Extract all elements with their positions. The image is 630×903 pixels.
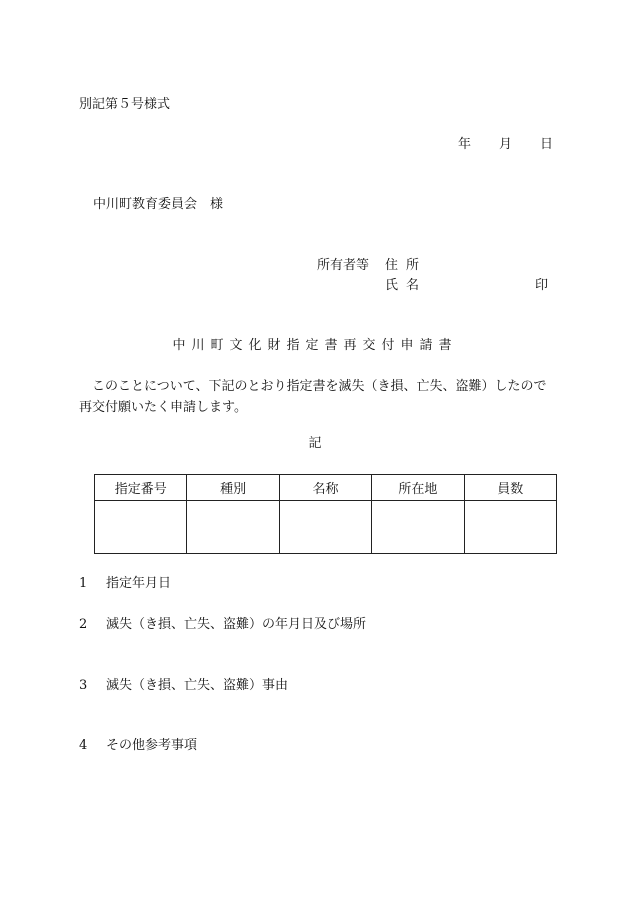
item-number: 3 <box>79 678 88 693</box>
form-number: 別記第５号様式 <box>79 97 171 112</box>
asset-table <box>94 474 557 554</box>
item-text: その他参考事項 <box>106 738 198 753</box>
document-title: 中川町文化財指定書再交付申請書 <box>172 338 458 353</box>
item-text: 滅失（き損、亡失、盗難）事由 <box>106 678 289 693</box>
date-month-label: 月 <box>499 137 513 152</box>
header-location: 所在地 <box>372 475 464 501</box>
cell-name[interactable] <box>279 501 371 554</box>
header-type: 種別 <box>187 475 279 501</box>
seal-mark: 印 <box>535 278 549 293</box>
recipient: 中川町教育委員会 様 <box>93 197 224 212</box>
item-number: 2 <box>79 617 88 632</box>
item-text: 指定年月日 <box>106 576 172 591</box>
body-paragraph: このことについて、下記のとおり指定書を滅失（き損、亡失、盗難）したので再交付願いたく申請します。 <box>79 379 547 415</box>
item-number: 1 <box>79 576 88 591</box>
table-header-row <box>95 475 557 501</box>
item-number: 4 <box>79 738 88 753</box>
header-name: 名称 <box>279 475 371 501</box>
list-item <box>79 738 197 754</box>
ki-heading: 記 <box>308 436 322 451</box>
cell-designation-number[interactable] <box>95 501 187 554</box>
table-row <box>95 501 557 554</box>
list-item <box>79 576 171 592</box>
list-item <box>79 678 288 694</box>
item-text: 滅失（き損、亡失、盗難）の年月日及び場所 <box>106 617 367 632</box>
address-label: 住所 <box>385 258 428 273</box>
date-year-label: 年 <box>458 137 472 152</box>
date-day-label: 日 <box>540 137 554 152</box>
list-item <box>79 617 366 633</box>
name-label: 氏名 <box>385 278 428 293</box>
cell-type[interactable] <box>187 501 279 554</box>
header-count: 員数 <box>464 475 556 501</box>
cell-count[interactable] <box>464 501 556 554</box>
header-designation-number: 指定番号 <box>95 475 187 501</box>
owner-label: 所有者等 <box>317 258 370 273</box>
cell-location[interactable] <box>372 501 464 554</box>
